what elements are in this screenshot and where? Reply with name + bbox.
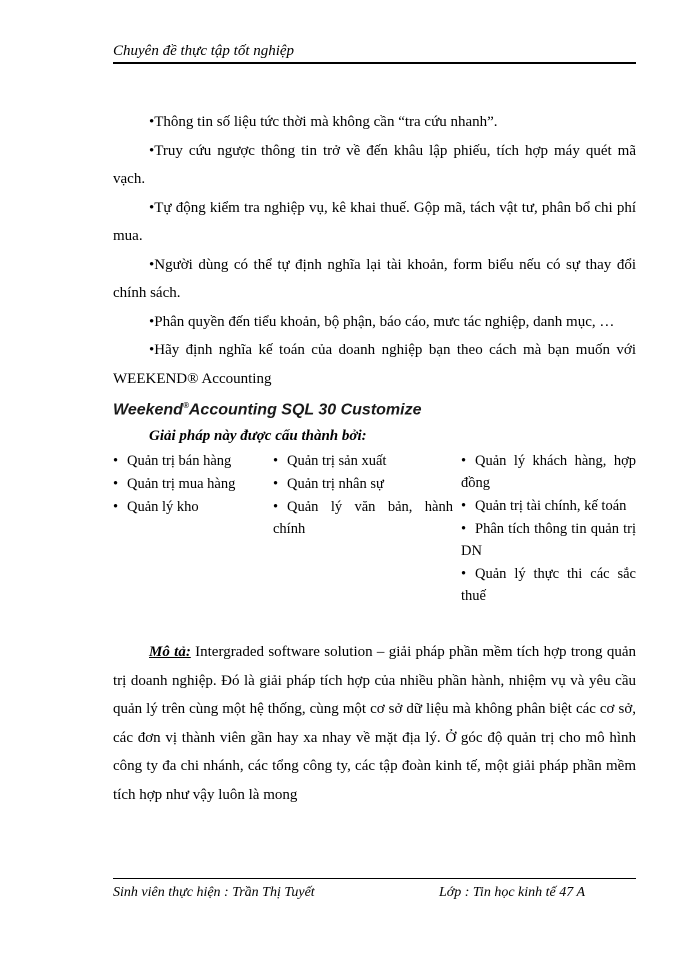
list-item: • Quản lý kho xyxy=(113,496,263,518)
bullet-paragraph xyxy=(113,308,636,337)
bullet-icon: • xyxy=(273,476,279,493)
bullet-paragraph xyxy=(113,108,636,137)
bullet-icon: • xyxy=(113,499,119,516)
bullet-symbol: • xyxy=(149,114,155,130)
bullet-text: Tự động kiểm tra nghiệp vụ, kê khai thuế. Gộp mã, tách vật tư, phân bổ chi phí mua. xyxy=(113,199,636,244)
bullet-icon: • xyxy=(461,498,467,515)
bullet-icon: • xyxy=(113,453,119,470)
bullet-paragraph xyxy=(113,137,636,194)
bullet-icon: • xyxy=(461,453,467,470)
module-column-2 xyxy=(273,450,453,541)
list-item: • Phân tích thông tin quản trị DN xyxy=(461,518,636,562)
list-item: • Quản lý khách hàng, hợp đồng xyxy=(461,450,636,494)
bullet-icon: • xyxy=(113,476,119,493)
list-item: • Quản trị tài chính, kế toán xyxy=(461,495,636,517)
list-item: • Quản trị sản xuất xyxy=(273,450,453,472)
bullet-text: Phân quyền đến tiểu khoản, bộ phận, báo cáo, mưc tác nghiệp, danh mục, … xyxy=(154,313,615,330)
module-column-3 xyxy=(461,450,636,608)
bullet-paragraph xyxy=(113,194,636,251)
bullet-symbol: • xyxy=(149,256,155,273)
bullet-text: Thông tin số liệu tức thời mà không cần “tra cứu nhanh”. xyxy=(154,114,498,130)
module-columns xyxy=(113,450,636,630)
bullet-paragraph xyxy=(113,336,636,393)
description-paragraph xyxy=(113,638,636,809)
bullet-symbol: • xyxy=(149,199,155,216)
list-item: • Quản lý thực thi các sắc thuế xyxy=(461,563,636,607)
bullet-text: Truy cứu ngược thông tin trở về đến khâu lập phiếu, tích hợp máy quét mã vạch. xyxy=(113,142,636,187)
header-rule xyxy=(113,62,636,64)
description-label: Mô tả: xyxy=(149,644,191,661)
bullet-icon: • xyxy=(273,499,279,516)
footer-rule xyxy=(113,878,636,879)
bullet-icon: • xyxy=(461,566,467,583)
header-title: Chuyên đề thực tập tốt nghiệp xyxy=(113,43,295,59)
bullet-icon: • xyxy=(273,453,279,470)
footer-student: Sinh viên thực hiện : Trần Thị Tuyết xyxy=(113,885,315,900)
bullet-symbol: • xyxy=(149,142,155,159)
page-footer xyxy=(113,878,636,900)
bullet-symbol: • xyxy=(149,313,155,330)
bullet-paragraph xyxy=(113,251,636,308)
module-column-1 xyxy=(113,450,263,519)
footer-class: Lớp : Tin học kinh tế 47 A xyxy=(439,885,586,900)
bullet-text: Người dùng có thể tự định nghĩa lại tài khoản, form biểu nếu có sự thay đổi chính sách. xyxy=(113,256,636,301)
bullet-icon: • xyxy=(461,521,467,538)
list-item: • Quản lý văn bản, hành chính xyxy=(273,496,453,540)
description-text: Intergraded software solution – giải pháp phần mềm tích hợp trong quản trị doanh nghiệp. Đó là giải pháp tích hợp của nhiều phần hành, nhiệm vụ và yêu cầu quản lý trên cùng một hệ thống, cùng một cơ sở dữ liệu mà không phân biệt các cơ sở, các đơn vị thành viên gần hay xa nhay về mặt địa lý. Ở góc độ quản trị cho mô hình công ty đa chi nhánh, các tổng công ty, các tập đoàn kinh tế, một giải pháp phần mềm tích hợp như vậy luôn là mong xyxy=(113,644,637,803)
list-item: • Quản trị mua hàng xyxy=(113,473,263,495)
bullet-symbol: • xyxy=(149,342,155,358)
list-item: • Quản trị nhân sự xyxy=(273,473,453,495)
product-title: Weekend®Accounting SQL 30 Customize xyxy=(113,401,422,419)
page-header xyxy=(113,42,636,64)
registered-mark: ® xyxy=(182,401,189,410)
list-item: • Quản trị bán hàng xyxy=(113,450,263,472)
bullet-text: Hãy định nghĩa kế toán của doanh nghiệp bạn theo cách mà bạn muốn với WEEKEND® Accounting xyxy=(113,342,636,387)
page-body xyxy=(113,108,636,824)
section-subtitle: Giải pháp này được cấu thành bởi: xyxy=(149,428,367,445)
